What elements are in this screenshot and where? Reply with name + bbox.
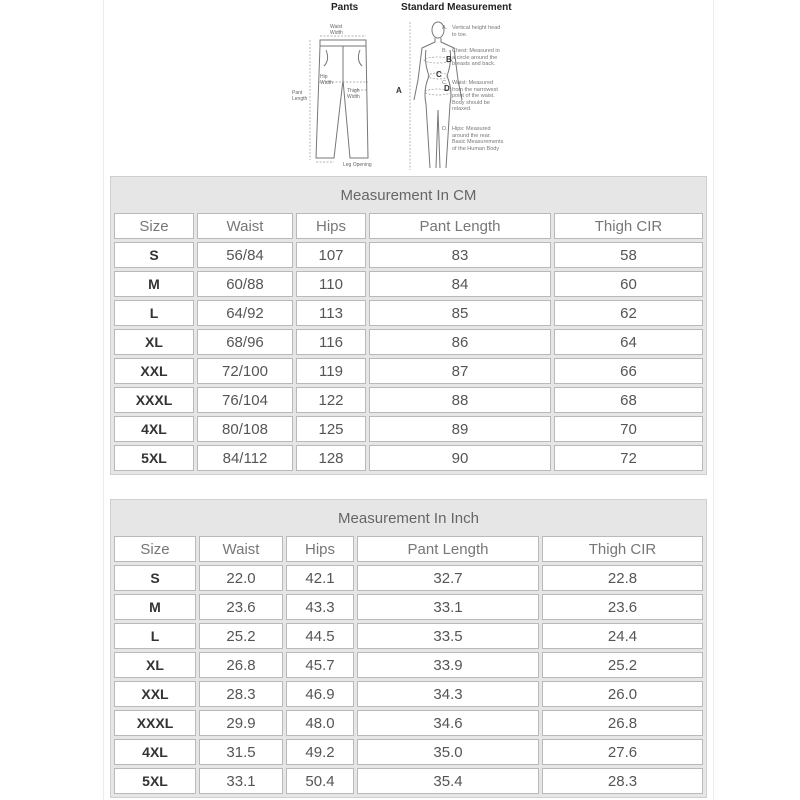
thigh-width-label: Thigh Width [347,88,360,100]
body-label-b: B [446,55,452,64]
inch-size-table [110,499,707,798]
table-row [114,387,703,413]
size-cell: XXXL [114,387,194,413]
table-row [114,271,703,297]
thigh-cir-cell: 70 [554,416,703,442]
table-row [114,416,703,442]
hip-width-label: Hip Width [320,74,333,86]
waist-cell: 60/88 [197,271,293,297]
waist-cell: 25.2 [199,623,283,649]
hips-cell: 125 [296,416,366,442]
table-row [114,445,703,471]
waist-cell: 33.1 [199,768,283,794]
pant-length-cell: 33.5 [357,623,539,649]
hips-cell: 113 [296,300,366,326]
waist-cell: 23.6 [199,594,283,620]
thigh-cir-cell: 27.6 [542,739,703,765]
inch-header-size: Size [114,536,196,562]
table-row [114,300,703,326]
body-label-d: D [444,84,450,93]
hips-cell: 44.5 [286,623,354,649]
inch-table-title: Measurement In Inch [114,503,703,533]
hips-cell: 122 [296,387,366,413]
pant-length-cell: 35.0 [357,739,539,765]
hips-cell: 49.2 [286,739,354,765]
table-row [114,329,703,355]
size-cell: M [114,594,196,620]
inch-header-row [114,536,703,562]
waist-cell: 76/104 [197,387,293,413]
thigh-cir-cell: 68 [554,387,703,413]
hips-cell: 45.7 [286,652,354,678]
thigh-cir-cell: 25.2 [542,652,703,678]
waist-cell: 68/96 [197,329,293,355]
cm-header-waist: Waist [197,213,293,239]
thigh-cir-cell: 58 [554,242,703,268]
thigh-cir-cell: 62 [554,300,703,326]
note-b-letter: B. [442,48,448,54]
thigh-cir-cell: 72 [554,445,703,471]
cm-size-table [110,176,707,475]
waist-width-label: Waist Width [330,24,343,36]
size-cell: S [114,242,194,268]
size-cell: XL [114,652,196,678]
pant-length-cell: 83 [369,242,551,268]
thigh-cir-cell: 28.3 [542,768,703,794]
size-cell: S [114,565,196,591]
pant-length-cell: 84 [369,271,551,297]
hips-cell: 116 [296,329,366,355]
waist-cell: 22.0 [199,565,283,591]
body-label-a: A [396,86,402,95]
size-cell: XXL [114,358,194,384]
hips-cell: 43.3 [286,594,354,620]
thigh-cir-cell: 23.6 [542,594,703,620]
hips-cell: 50.4 [286,768,354,794]
pant-length-cell: 88 [369,387,551,413]
note-d-text: Hips: Measured around the rear. Basic Measurements of the Human Body [452,126,504,152]
waist-cell: 72/100 [197,358,293,384]
thigh-cir-cell: 22.8 [542,565,703,591]
hips-cell: 107 [296,242,366,268]
note-c-text: Waist: Measured from the narrowest point of the waist. Body should be relaxed. [452,80,498,112]
pant-length-cell: 34.6 [357,710,539,736]
waist-cell: 31.5 [199,739,283,765]
pant-length-cell: 87 [369,358,551,384]
cm-header-row [114,213,703,239]
table-row [114,623,703,649]
pant-length-cell: 90 [369,445,551,471]
cm-table-title: Measurement In CM [114,180,703,210]
body-label-c: C [436,70,442,79]
cm-header-pant-length: Pant Length [369,213,551,239]
table-row [114,768,703,794]
table-row [114,565,703,591]
size-cell: 4XL [114,416,194,442]
note-c-letter: C. [442,80,448,86]
pants-title: Pants [331,2,359,13]
inch-header-hips: Hips [286,536,354,562]
note-d-letter: D. [442,126,448,132]
hips-cell: 46.9 [286,681,354,707]
hips-cell: 48.0 [286,710,354,736]
standard-measurement-title: Standard Measurement [401,2,512,13]
note-a-text: Vertical height head to toe. [452,25,501,38]
pant-length-label: Pant Length [292,90,308,102]
measurement-diagram [270,0,535,172]
hips-cell: 119 [296,358,366,384]
size-cell: XXXL [114,710,196,736]
hips-cell: 42.1 [286,565,354,591]
thigh-cir-cell: 66 [554,358,703,384]
table-row [114,681,703,707]
size-cell: 5XL [114,768,196,794]
waist-cell: 28.3 [199,681,283,707]
size-cell: XXL [114,681,196,707]
waist-cell: 26.8 [199,652,283,678]
table-row [114,710,703,736]
inch-header-thigh-cir: Thigh CIR [542,536,703,562]
waist-cell: 64/92 [197,300,293,326]
table-row [114,358,703,384]
table-row [114,739,703,765]
waist-cell: 80/108 [197,416,293,442]
pant-length-cell: 85 [369,300,551,326]
inch-header-pant-length: Pant Length [357,536,539,562]
pant-length-cell: 86 [369,329,551,355]
table-row [114,652,703,678]
pant-length-cell: 35.4 [357,768,539,794]
size-cell: XL [114,329,194,355]
pant-length-cell: 89 [369,416,551,442]
leg-opening-label: Leg Opening [343,162,372,168]
size-cell: 5XL [114,445,194,471]
waist-cell: 56/84 [197,242,293,268]
table-row [114,242,703,268]
waist-cell: 84/112 [197,445,293,471]
thigh-cir-cell: 64 [554,329,703,355]
thigh-cir-cell: 60 [554,271,703,297]
table-row [114,594,703,620]
note-a-letter: A. [442,25,448,31]
hips-cell: 128 [296,445,366,471]
thigh-cir-cell: 26.0 [542,681,703,707]
pant-length-cell: 32.7 [357,565,539,591]
pant-length-cell: 34.3 [357,681,539,707]
size-cell: 4XL [114,739,196,765]
size-cell: M [114,271,194,297]
pant-length-cell: 33.9 [357,652,539,678]
cm-header-thigh-cir: Thigh CIR [554,213,703,239]
hips-cell: 110 [296,271,366,297]
thigh-cir-cell: 24.4 [542,623,703,649]
thigh-cir-cell: 26.8 [542,710,703,736]
cm-header-hips: Hips [296,213,366,239]
inch-header-waist: Waist [199,536,283,562]
size-cell: L [114,300,194,326]
cm-table-wrapper [110,176,707,475]
inch-table-wrapper [110,499,707,798]
size-cell: L [114,623,196,649]
cm-header-size: Size [114,213,194,239]
waist-cell: 29.9 [199,710,283,736]
pant-length-cell: 33.1 [357,594,539,620]
note-b-text: Chest: Measured in a circle around the breasts and back. [452,48,500,67]
